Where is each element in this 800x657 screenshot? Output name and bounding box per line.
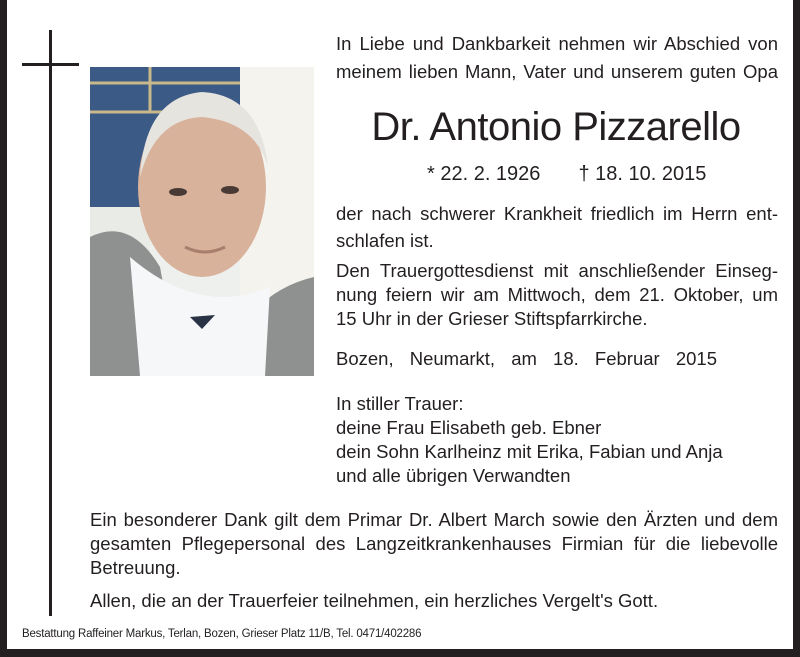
life-dates — [427, 163, 706, 186]
intro-line-2: meinem lieben Mann, Vater und unserem guten Opa — [336, 61, 778, 82]
mourners-line: deine Frau Elisabeth geb. Ebner — [336, 417, 602, 438]
service-text-line: 15 Uhr in der Grieser Stiftspfarrkirche. — [336, 308, 648, 329]
place-date: Bozen, Neumarkt, am 18. Februar 2015 — [336, 348, 717, 369]
death-text-line: schlafen ist. — [336, 230, 434, 251]
death-date: † 18. 10. 2015 — [578, 163, 707, 185]
border-left — [0, 0, 7, 657]
mourners-line: dein Sohn Karlheinz mit Erika, Fabian und Anja — [336, 441, 723, 462]
thanks-line: Ein besonderer Dank gilt dem Primar Dr. Albert March sowie den Ärzten und dem — [90, 509, 778, 530]
birth-date: * 22. 2. 1926 — [427, 163, 541, 185]
death-text-line: der nach schwerer Krankheit friedlich im Herrn ent- — [336, 203, 778, 224]
portrait-photo — [90, 67, 314, 376]
cross-icon-bar — [22, 63, 79, 66]
border-right — [793, 0, 800, 657]
mourners-line: und alle übrigen Verwandten — [336, 465, 571, 486]
thanks-line: gesamten Pflegepersonal des Langzeitkrankenhauses Firmian für die liebevolle — [90, 533, 778, 554]
intro-line-1: In Liebe und Dankbarkeit nehmen wir Abschied von — [336, 33, 778, 54]
cross-icon — [49, 30, 52, 616]
service-text-line: nung feiern wir am Mittwoch, dem 21. Oktober, um — [336, 284, 778, 305]
service-text-line: Den Trauergottesdienst mit anschließender Einseg- — [336, 260, 778, 281]
thanks-line: Betreuung. — [90, 557, 181, 578]
closing-line: Allen, die an der Trauerfeier teilnehmen, ein herzliches Vergelt's Gott. — [90, 590, 659, 611]
border-bottom — [0, 649, 800, 657]
mourners-line: In stiller Trauer: — [336, 393, 464, 414]
deceased-name: Dr. Antonio Pizzarello — [371, 105, 741, 149]
funeral-home-footer: Bestattung Raffeiner Markus, Terlan, Bozen, Grieser Platz 11/B, Tel. 0471/402286 — [22, 628, 422, 640]
